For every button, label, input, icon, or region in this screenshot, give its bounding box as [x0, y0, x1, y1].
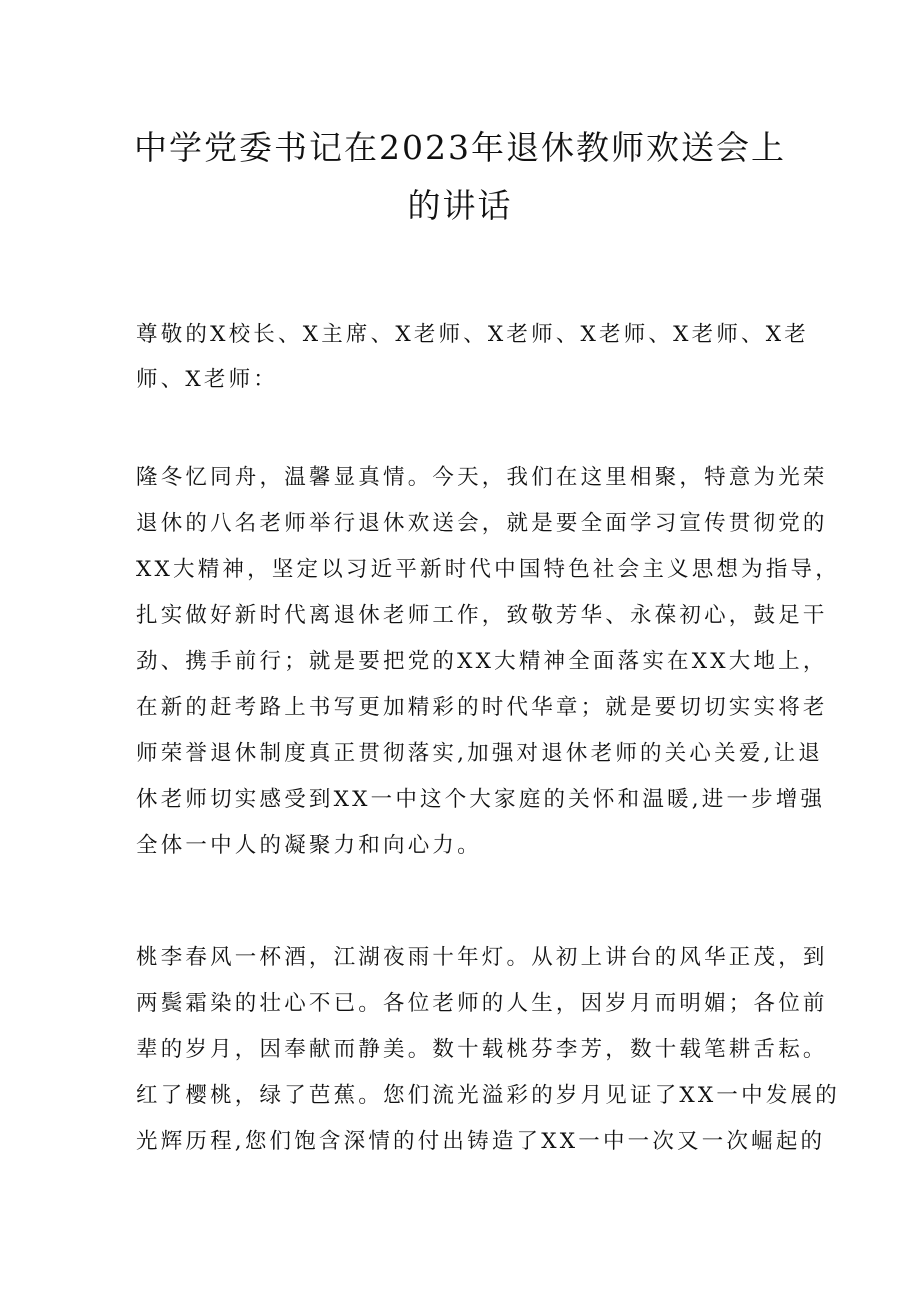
salutation-line: 尊敬的X校长、X主席、X老师、X老师、X老师、X老师、X老 — [136, 322, 809, 347]
document-title-line-1: 中学党委书记在2023年退休教师欢送会上 — [134, 128, 786, 167]
salutation-line: 师、X老师： — [136, 367, 279, 392]
paragraph-line: 隆冬忆同舟，温馨显真情。今天，我们在这里相聚，特意为光荣 — [136, 465, 828, 490]
paragraph-line: 扎实做好新时代离退休老师工作，致敬芳华、永葆初心，鼓足干 — [136, 603, 828, 628]
paragraph-line: 光辉历程,您们饱含深情的付出铸造了XX一中一次又一次崛起的 — [136, 1129, 826, 1154]
paragraph-line: 退休的八名老师举行退休欢送会，就是要全面学习宣传贯彻党的 — [136, 511, 828, 536]
paragraph-line: 休老师切实感受到XX一中这个大家庭的关怀和温暖,进一步增强 — [136, 787, 826, 812]
paragraph-line: XX大精神，坚定以习近平新时代中国特色社会主义思想为指导， — [136, 557, 840, 582]
paragraph-line: 辈的岁月，因奉献而静美。数十载桃芬李芳，数十载笔耕舌耘。 — [136, 1037, 828, 1062]
paragraph-line: 全体一中人的凝聚力和向心力。 — [136, 833, 482, 858]
paragraph-line: 桃李春风一杯酒，江湖夜雨十年灯。从初上讲台的风华正茂，到 — [136, 945, 828, 970]
paragraph-line: 劲、携手前行；就是要把党的XX大精神全面落实在XX大地上， — [136, 649, 828, 674]
paragraph-line: 两鬓霜染的壮心不已。各位老师的人生，因岁月而明媚；各位前 — [136, 991, 828, 1016]
paragraph-line: 红了樱桃，绿了芭蕉。您们流光溢彩的岁月见证了XX一中发展的 — [136, 1083, 840, 1108]
paragraph-line: 师荣誉退休制度真正贯彻落实,加强对退休老师的关心关爱,让退 — [136, 741, 823, 766]
document-title-line-2: 的讲话 — [407, 186, 513, 225]
paragraph-line: 在新的赶考路上书写更加精彩的时代华章；就是要切切实实将老 — [136, 695, 828, 720]
